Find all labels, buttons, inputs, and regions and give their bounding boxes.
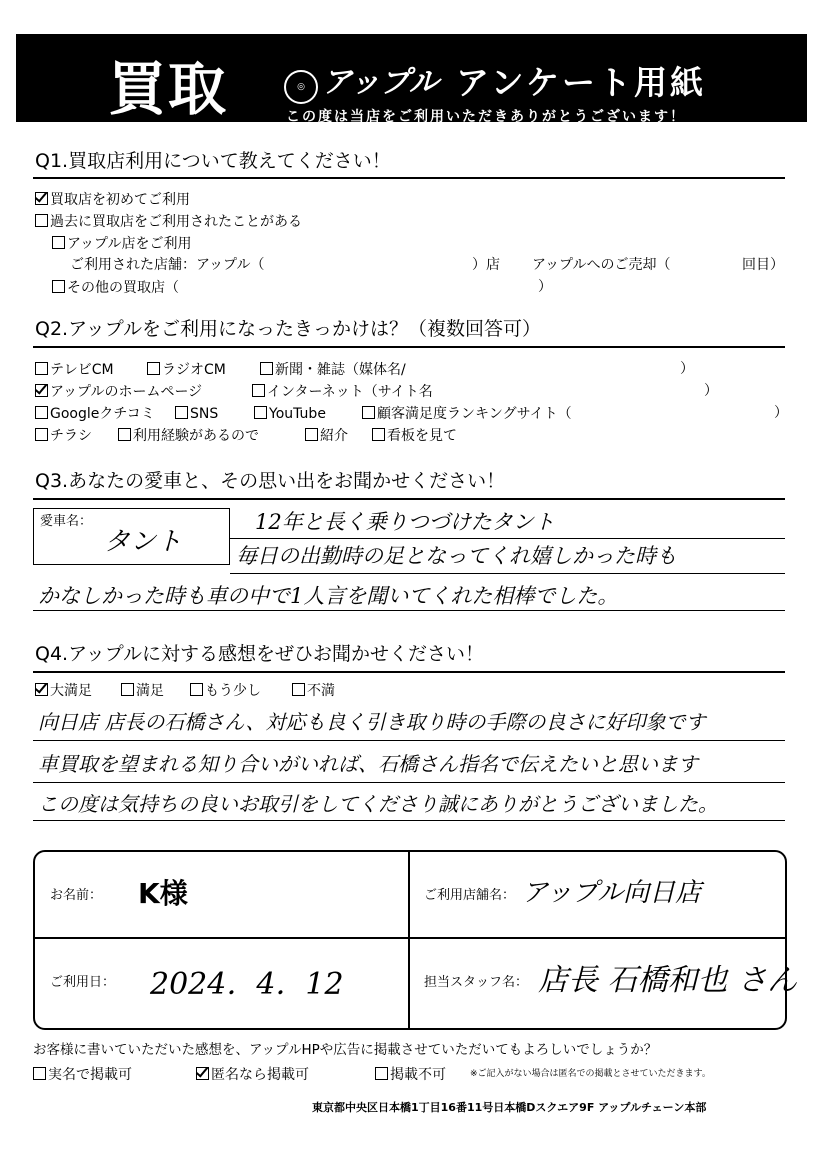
consent-real-name[interactable]: 実名で掲載可 — [33, 1067, 132, 1082]
checkbox-icon[interactable] — [175, 406, 188, 419]
consent-anonymous[interactable]: 匿名なら掲載可 — [196, 1067, 309, 1082]
q2-title: Q2.アップルをご利用になったきっかけは？（複数回答可） — [35, 318, 541, 340]
checkbox-icon[interactable] — [118, 428, 131, 441]
store-value[interactable]: アップル向日店 — [522, 878, 702, 908]
q2-experience[interactable]: 利用経験があるので — [118, 428, 259, 443]
consent-not-allowed[interactable]: 掲載不可 — [375, 1067, 446, 1082]
checkbox-icon[interactable] — [35, 428, 48, 441]
q4-title: Q4.アップルに対する感想をぜひお聞かせください！ — [35, 643, 484, 665]
checkbox-icon[interactable] — [147, 362, 160, 375]
checkbox-icon[interactable] — [121, 683, 134, 696]
checkbox-checked-icon[interactable] — [35, 192, 48, 205]
checkbox-icon[interactable] — [305, 428, 318, 441]
checkbox-checked-icon[interactable] — [196, 1067, 209, 1080]
q3-writing-line — [33, 610, 785, 611]
q1-rule — [33, 177, 785, 179]
q3-memory-line-3: かなしかった時も車の中で1人言を聞いてくれた相棒でした。 — [38, 584, 619, 608]
q2-youtube[interactable]: YouTube — [254, 406, 326, 421]
q1-first-time[interactable]: 買取店を初めてご利用 — [35, 192, 190, 207]
q3-writing-line — [230, 573, 785, 574]
info-divider-horizontal — [35, 937, 785, 939]
checkbox-icon[interactable] — [35, 214, 48, 227]
checkbox-icon[interactable] — [33, 1067, 46, 1080]
q2-ranking-close: ） — [774, 405, 788, 421]
q1-sales-prefix: アップルへのご売却（ — [532, 257, 671, 273]
q4-comment-line-1: 向日店 店長の石橋さん、対応も良く引き取り時の手際の良さに好印象です — [38, 710, 706, 734]
checkbox-icon[interactable] — [362, 406, 375, 419]
checkbox-icon[interactable] — [35, 406, 48, 419]
q2-tv[interactable]: テレビCM — [35, 362, 114, 377]
checkbox-icon[interactable] — [190, 683, 203, 696]
q1-apple-store[interactable]: アップル店をご利用 — [52, 236, 191, 251]
q2-rule — [33, 346, 785, 348]
q3-memory-line-1: 12年と長く乗りつづけたタント — [255, 510, 555, 534]
name-label: お名前： — [50, 888, 103, 903]
car-name-value: タント — [104, 527, 183, 557]
consent-note: ※ご記入がない場合は匿名での掲載とさせていただきます。 — [470, 1069, 711, 1079]
kaitori-title: 買取 — [108, 55, 229, 123]
q3-memory-line-2: 毎日の出勤時の足となってくれ嬉しかった時も — [236, 544, 677, 568]
checkbox-checked-icon[interactable] — [35, 683, 48, 696]
q4-writing-line — [33, 782, 785, 783]
q1-store-used-prefix: ご利用された店舗：アップル（ — [70, 257, 265, 273]
footer-address: 東京都中央区日本橋1丁目16番11号日本橋Dスクエア9F アップルチェーン本部 — [312, 1101, 707, 1114]
q2-newspaper[interactable]: 新聞・雑誌（媒体名/ — [260, 362, 406, 377]
header-banner — [16, 34, 807, 125]
q2-radio[interactable]: ラジオCM — [147, 362, 226, 377]
q2-flyer[interactable]: チラシ — [35, 428, 92, 443]
date-value[interactable]: 2024．4．12 — [150, 967, 344, 1002]
q3-rule — [33, 498, 785, 500]
checkbox-icon[interactable] — [260, 362, 273, 375]
q4-somewhat[interactable]: もう少し — [190, 683, 261, 698]
tagline: この度は当店をご利用いただきありがとうございます！ — [286, 109, 686, 125]
q1-sales-suffix: 回目） — [742, 257, 784, 273]
checkbox-icon[interactable] — [375, 1067, 388, 1080]
q4-very-satisfied[interactable]: 大満足 — [35, 683, 92, 698]
q2-ranking[interactable]: 顧客満足度ランキングサイト（ — [362, 406, 572, 421]
q4-satisfied[interactable]: 満足 — [121, 683, 164, 698]
q1-title: Q1.買取店利用について教えてください！ — [35, 150, 391, 172]
q4-comment-line-3: この度は気持ちの良いお取引をしてくださり誠にありがとうございました。 — [38, 792, 718, 816]
name-value[interactable]: K様 — [138, 877, 188, 910]
checkbox-icon[interactable] — [372, 428, 385, 441]
q2-internet-close: ） — [704, 383, 718, 399]
brand-name: アップル — [322, 65, 439, 100]
q2-homepage[interactable]: アップルのホームページ — [35, 384, 202, 399]
q1-other[interactable]: その他の買取店（ — [52, 280, 179, 295]
q2-sns[interactable]: SNS — [175, 406, 218, 421]
q1-other-close: ） — [538, 279, 552, 295]
checkbox-icon[interactable] — [254, 406, 267, 419]
checkbox-checked-icon[interactable] — [35, 384, 48, 397]
q3-writing-line — [230, 538, 785, 539]
checkbox-icon[interactable] — [52, 280, 65, 293]
survey-title: アンケート用紙 — [456, 63, 707, 102]
staff-value[interactable]: 店長 石橋和也 さん — [538, 963, 798, 998]
checkbox-icon[interactable] — [52, 236, 65, 249]
q1-store-used-suffix: ）店 — [472, 257, 500, 273]
staff-label: 担当スタッフ名： — [424, 975, 529, 990]
checkbox-icon[interactable] — [292, 683, 305, 696]
store-label: ご利用店舗名： — [424, 888, 516, 903]
q4-comment-line-2: 車買取を望まれる知り合いがいれば、石橋さん指名で伝えたいと思います — [38, 752, 698, 776]
q2-referral[interactable]: 紹介 — [305, 428, 348, 443]
q4-unsatisfied[interactable]: 不満 — [292, 683, 335, 698]
q4-writing-line — [33, 740, 785, 741]
q2-signboard[interactable]: 看板を見て — [372, 428, 457, 443]
date-label: ご利用日： — [50, 975, 116, 990]
q2-google[interactable]: Googleクチコミ — [35, 406, 155, 421]
info-divider-vertical — [408, 850, 410, 1028]
car-name-box[interactable] — [33, 508, 230, 565]
q2-newspaper-close: ） — [680, 361, 694, 377]
q3-title: Q3.あなたの愛車と、その思い出をお聞かせください！ — [35, 470, 506, 492]
checkbox-icon[interactable] — [252, 384, 265, 397]
consent-question: お客様に書いていただいた感想を、アップルHPや広告に掲載させていただいてもよろしいでしょうか？ — [33, 1042, 658, 1058]
q4-rule — [33, 671, 785, 673]
checkbox-icon[interactable] — [35, 362, 48, 375]
apple-logo-icon: ◎ — [284, 70, 318, 104]
q4-writing-line — [33, 820, 785, 821]
q2-internet[interactable]: インターネット（サイト名 — [252, 384, 433, 399]
q1-used-before[interactable]: 過去に買取店をご利用されたことがある — [35, 214, 302, 229]
car-name-label: 愛車名： — [40, 514, 93, 529]
